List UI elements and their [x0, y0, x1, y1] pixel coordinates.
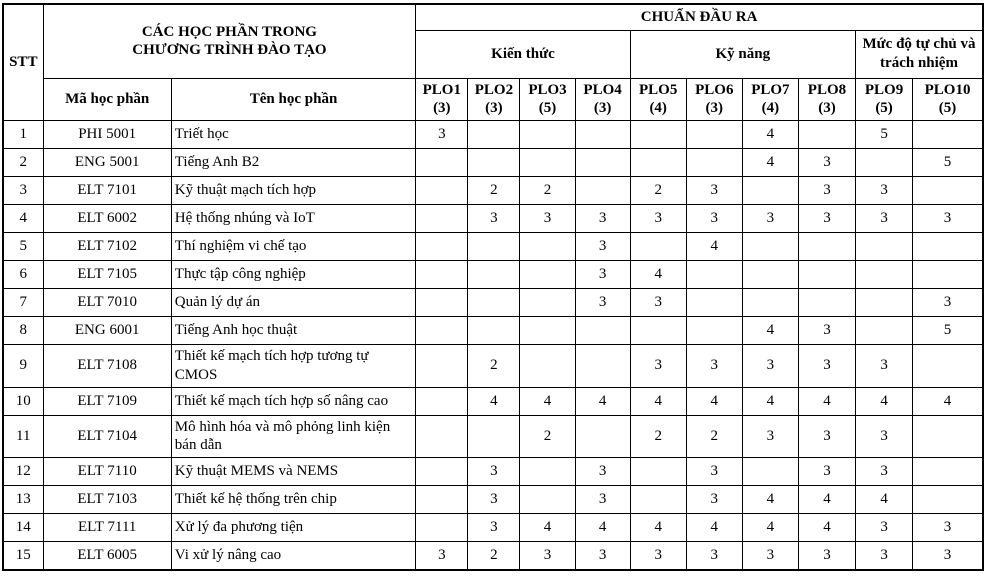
plo-value-cell: 3: [575, 542, 630, 570]
plo-value-cell: [913, 261, 983, 289]
plo-value-cell: 3: [742, 542, 798, 570]
plo-value-cell: 4: [468, 387, 520, 415]
plo-value-cell: 3: [686, 345, 742, 388]
table-row: [3, 415, 983, 458]
plo-value-cell: 5: [856, 121, 913, 149]
plo-value-cell: 3: [468, 458, 520, 486]
stt-cell: 5: [3, 233, 43, 261]
plo-value-cell: 3: [798, 415, 855, 458]
stt-cell: 13: [3, 486, 43, 514]
plo-value-cell: [520, 345, 575, 388]
stt-cell: 10: [3, 387, 43, 415]
plo-value-cell: 3: [575, 289, 630, 317]
plo-value-cell: 3: [798, 542, 855, 570]
course-code-cell: ELT 6002: [43, 205, 171, 233]
table-row: [3, 121, 983, 149]
plo-weight: (3): [818, 100, 836, 117]
plo-value-cell: 4: [742, 121, 798, 149]
curriculum-outcomes-table: [2, 3, 984, 571]
plo-label: PLO7: [751, 81, 790, 98]
header-stt: STT: [3, 4, 43, 121]
header-program-line2: CHƯƠNG TRÌNH ĐÀO TẠO: [132, 42, 327, 59]
plo-value-cell: 4: [856, 387, 913, 415]
plo-label: PLO1: [422, 81, 461, 98]
plo-value-cell: [798, 289, 855, 317]
plo-value-cell: 4: [520, 387, 575, 415]
plo-value-cell: 4: [913, 387, 983, 415]
header-plo-6: [686, 78, 742, 121]
header-plo-3: [520, 78, 575, 121]
header-program-line1: CÁC HỌC PHẦN TRONG: [141, 23, 317, 40]
plo-value-cell: 5: [913, 317, 983, 345]
plo-weight: (4): [649, 100, 667, 117]
plo-weight: (3): [433, 100, 451, 117]
plo-value-cell: 3: [520, 542, 575, 570]
plo-value-cell: [798, 121, 855, 149]
plo-value-cell: [742, 289, 798, 317]
header-code-col: Mã học phần: [43, 78, 171, 121]
course-code-cell: ELT 7111: [43, 514, 171, 542]
plo-value-cell: 3: [913, 514, 983, 542]
plo-value-cell: 3: [798, 345, 855, 388]
plo-value-cell: 3: [856, 177, 913, 205]
table-row: [3, 205, 983, 233]
header-skills-group: Kỹ năng: [630, 30, 855, 78]
plo-value-cell: 3: [798, 205, 855, 233]
plo-value-cell: 3: [416, 121, 468, 149]
plo-value-cell: 3: [856, 542, 913, 570]
plo-value-cell: [520, 149, 575, 177]
plo-value-cell: 4: [742, 486, 798, 514]
table-row: [3, 149, 983, 177]
course-code-cell: ELT 7105: [43, 261, 171, 289]
plo-value-cell: [686, 289, 742, 317]
plo-value-cell: 3: [575, 458, 630, 486]
plo-value-cell: [520, 261, 575, 289]
plo-value-cell: [742, 261, 798, 289]
plo-value-cell: 4: [630, 261, 686, 289]
plo-value-cell: [416, 205, 468, 233]
plo-value-cell: [520, 289, 575, 317]
plo-value-cell: [686, 317, 742, 345]
plo-value-cell: [856, 149, 913, 177]
plo-label: PLO8: [807, 81, 847, 98]
plo-value-cell: [468, 317, 520, 345]
plo-label: PLO2: [474, 81, 514, 98]
plo-value-cell: [856, 289, 913, 317]
stt-cell: 8: [3, 317, 43, 345]
course-name-cell: Vi xử lý nâng cao: [171, 542, 415, 570]
header-plo-10: [913, 78, 983, 121]
plo-value-cell: 4: [798, 387, 855, 415]
stt-cell: 7: [3, 289, 43, 317]
plo-value-cell: 3: [416, 542, 468, 570]
header-plo-2: [468, 78, 520, 121]
plo-value-cell: [913, 177, 983, 205]
plo-value-cell: [575, 177, 630, 205]
plo-value-cell: [575, 149, 630, 177]
header-program-group: [43, 4, 416, 78]
plo-value-cell: 3: [856, 205, 913, 233]
stt-cell: 14: [3, 514, 43, 542]
plo-value-cell: 3: [798, 317, 855, 345]
plo-value-cell: 3: [742, 415, 798, 458]
plo-value-cell: [575, 345, 630, 388]
plo-value-cell: 4: [742, 514, 798, 542]
plo-value-cell: 3: [856, 514, 913, 542]
header-autonomy-group: Mức độ tự chủ và trách nhiệm: [856, 30, 983, 78]
course-code-cell: ELT 7104: [43, 415, 171, 458]
course-name-cell: Thí nghiệm vi chế tạo: [171, 233, 415, 261]
plo-value-cell: [575, 121, 630, 149]
plo-value-cell: 4: [575, 514, 630, 542]
plo-value-cell: 2: [630, 177, 686, 205]
table-row: [3, 261, 983, 289]
plo-value-cell: [686, 149, 742, 177]
plo-value-cell: [416, 514, 468, 542]
plo-value-cell: 2: [468, 345, 520, 388]
plo-value-cell: [856, 233, 913, 261]
plo-value-cell: [913, 458, 983, 486]
plo-value-cell: [416, 177, 468, 205]
table-row: [3, 233, 983, 261]
plo-label: PLO5: [639, 81, 678, 98]
table-body: [3, 121, 983, 570]
plo-value-cell: [416, 387, 468, 415]
course-code-cell: ELT 7110: [43, 458, 171, 486]
plo-weight: (3): [593, 100, 612, 117]
plo-weight: (5): [938, 100, 957, 117]
plo-value-cell: 3: [913, 289, 983, 317]
stt-cell: 1: [3, 121, 43, 149]
plo-value-cell: [798, 261, 855, 289]
course-name-cell: Kỹ thuật MEMS và NEMS: [171, 458, 415, 486]
plo-value-cell: [630, 149, 686, 177]
plo-weight: (3): [485, 100, 503, 117]
plo-value-cell: [520, 317, 575, 345]
plo-value-cell: 3: [913, 542, 983, 570]
plo-value-cell: 4: [742, 149, 798, 177]
table-row: [3, 345, 983, 388]
plo-value-cell: [630, 458, 686, 486]
course-code-cell: ELT 7010: [43, 289, 171, 317]
plo-value-cell: [416, 345, 468, 388]
plo-weight: (4): [761, 100, 780, 117]
plo-value-cell: 4: [798, 514, 855, 542]
table-row: [3, 177, 983, 205]
table-row: [3, 486, 983, 514]
plo-weight: (5): [538, 100, 557, 117]
table-header: [3, 4, 983, 121]
plo-value-cell: [575, 415, 630, 458]
plo-value-cell: [416, 458, 468, 486]
plo-value-cell: 4: [686, 387, 742, 415]
stt-cell: 2: [3, 149, 43, 177]
table-row: [3, 317, 983, 345]
plo-weight: (5): [875, 100, 893, 117]
course-code-cell: ELT 7103: [43, 486, 171, 514]
header-plo-4: [575, 78, 630, 121]
plo-value-cell: 3: [575, 486, 630, 514]
plo-value-cell: [520, 486, 575, 514]
plo-value-cell: 3: [468, 205, 520, 233]
stt-cell: 11: [3, 415, 43, 458]
plo-value-cell: 4: [520, 514, 575, 542]
plo-value-cell: [686, 261, 742, 289]
plo-value-cell: 3: [856, 458, 913, 486]
plo-value-cell: 3: [798, 177, 855, 205]
plo-value-cell: 3: [686, 542, 742, 570]
table-row: [3, 514, 983, 542]
table-row: [3, 289, 983, 317]
plo-value-cell: 3: [686, 177, 742, 205]
plo-value-cell: [416, 289, 468, 317]
plo-value-cell: [468, 261, 520, 289]
plo-value-cell: 4: [575, 387, 630, 415]
plo-value-cell: 3: [575, 261, 630, 289]
plo-value-cell: 3: [468, 486, 520, 514]
table-row: [3, 387, 983, 415]
course-code-cell: ELT 6005: [43, 542, 171, 570]
plo-value-cell: [416, 486, 468, 514]
plo-value-cell: 3: [856, 415, 913, 458]
course-code-cell: ELT 7101: [43, 177, 171, 205]
plo-value-cell: [856, 317, 913, 345]
plo-value-cell: 4: [630, 387, 686, 415]
plo-value-cell: [520, 233, 575, 261]
header-plo-1: [416, 78, 468, 121]
course-name-cell: Hệ thống nhúng và IoT: [171, 205, 415, 233]
plo-label: PLO9: [864, 81, 904, 98]
plo-value-cell: [468, 233, 520, 261]
plo-value-cell: 4: [686, 514, 742, 542]
course-name-cell: Tiếng Anh học thuật: [171, 317, 415, 345]
plo-value-cell: [742, 177, 798, 205]
course-name-cell: Thiết kế mạch tích hợp tương tự CMOS: [171, 345, 415, 388]
plo-value-cell: 3: [686, 486, 742, 514]
plo-value-cell: 5: [913, 149, 983, 177]
plo-value-cell: [575, 317, 630, 345]
course-name-cell: Mô hình hóa và mô phỏng linh kiện bán dẫn: [171, 415, 415, 458]
plo-value-cell: [798, 233, 855, 261]
plo-value-cell: [630, 233, 686, 261]
plo-value-cell: 3: [630, 542, 686, 570]
plo-value-cell: [686, 121, 742, 149]
plo-value-cell: 3: [630, 205, 686, 233]
plo-value-cell: 4: [798, 486, 855, 514]
course-code-cell: ELT 7109: [43, 387, 171, 415]
plo-label: PLO4: [583, 81, 622, 98]
plo-value-cell: 3: [856, 345, 913, 388]
course-name-cell: Thiết kế mạch tích hợp số nâng cao: [171, 387, 415, 415]
plo-value-cell: 3: [686, 458, 742, 486]
plo-value-cell: [520, 121, 575, 149]
plo-value-cell: 3: [913, 205, 983, 233]
plo-value-cell: [468, 289, 520, 317]
course-name-cell: Thiết kế hệ thống trên chip: [171, 486, 415, 514]
plo-value-cell: 3: [630, 289, 686, 317]
plo-label: PLO3: [528, 81, 567, 98]
plo-value-cell: [520, 458, 575, 486]
stt-cell: 4: [3, 205, 43, 233]
header-plo-7: [742, 78, 798, 121]
plo-value-cell: 2: [468, 177, 520, 205]
plo-value-cell: [630, 121, 686, 149]
stt-cell: 12: [3, 458, 43, 486]
plo-value-cell: [468, 121, 520, 149]
course-name-cell: Xử lý đa phương tiện: [171, 514, 415, 542]
course-name-cell: Thực tập công nghiệp: [171, 261, 415, 289]
plo-value-cell: 2: [468, 542, 520, 570]
plo-value-cell: [913, 121, 983, 149]
table-row: [3, 458, 983, 486]
stt-cell: 3: [3, 177, 43, 205]
plo-value-cell: 3: [798, 458, 855, 486]
plo-value-cell: [416, 317, 468, 345]
plo-value-cell: [913, 486, 983, 514]
header-knowledge-group: Kiến thức: [416, 30, 630, 78]
plo-value-cell: 3: [520, 205, 575, 233]
plo-value-cell: 4: [630, 514, 686, 542]
plo-value-cell: [630, 317, 686, 345]
course-name-cell: Kỹ thuật mạch tích hợp: [171, 177, 415, 205]
header-plo-8: [798, 78, 855, 121]
course-name-cell: Tiếng Anh B2: [171, 149, 415, 177]
stt-cell: 6: [3, 261, 43, 289]
plo-value-cell: [913, 415, 983, 458]
course-name-cell: Quản lý dự án: [171, 289, 415, 317]
table-row: [3, 542, 983, 570]
plo-value-cell: 2: [520, 177, 575, 205]
course-code-cell: ELT 7102: [43, 233, 171, 261]
plo-value-cell: 3: [742, 345, 798, 388]
plo-value-cell: 4: [742, 387, 798, 415]
plo-value-cell: 4: [856, 486, 913, 514]
plo-value-cell: [416, 261, 468, 289]
plo-value-cell: 3: [742, 205, 798, 233]
plo-value-cell: [913, 233, 983, 261]
plo-value-cell: 3: [575, 205, 630, 233]
plo-label: PLO10: [924, 81, 971, 98]
stt-cell: 9: [3, 345, 43, 388]
plo-value-cell: [416, 149, 468, 177]
header-outcomes-group: CHUẨN ĐẦU RA: [416, 4, 983, 30]
course-name-cell: Triết học: [171, 121, 415, 149]
plo-value-cell: [416, 415, 468, 458]
course-code-cell: ENG 5001: [43, 149, 171, 177]
plo-value-cell: 3: [798, 149, 855, 177]
course-code-cell: PHI 5001: [43, 121, 171, 149]
course-code-cell: ELT 7108: [43, 345, 171, 388]
plo-value-cell: 4: [686, 233, 742, 261]
header-name-col: Tên học phần: [171, 78, 415, 121]
plo-label: PLO6: [695, 81, 734, 98]
plo-value-cell: [913, 345, 983, 388]
plo-value-cell: 2: [686, 415, 742, 458]
course-code-cell: ENG 6001: [43, 317, 171, 345]
plo-value-cell: 2: [520, 415, 575, 458]
plo-value-cell: [468, 149, 520, 177]
plo-value-cell: [742, 233, 798, 261]
plo-value-cell: 3: [686, 205, 742, 233]
plo-value-cell: 4: [742, 317, 798, 345]
plo-value-cell: 3: [575, 233, 630, 261]
plo-weight: (3): [705, 100, 724, 117]
header-plo-5: [630, 78, 686, 121]
plo-value-cell: [856, 261, 913, 289]
plo-value-cell: [468, 415, 520, 458]
plo-value-cell: 3: [630, 345, 686, 388]
header-plo-9: [856, 78, 913, 121]
plo-value-cell: [416, 233, 468, 261]
plo-value-cell: 2: [630, 415, 686, 458]
stt-cell: 15: [3, 542, 43, 570]
plo-value-cell: [742, 458, 798, 486]
plo-value-cell: [630, 486, 686, 514]
plo-value-cell: 3: [468, 514, 520, 542]
